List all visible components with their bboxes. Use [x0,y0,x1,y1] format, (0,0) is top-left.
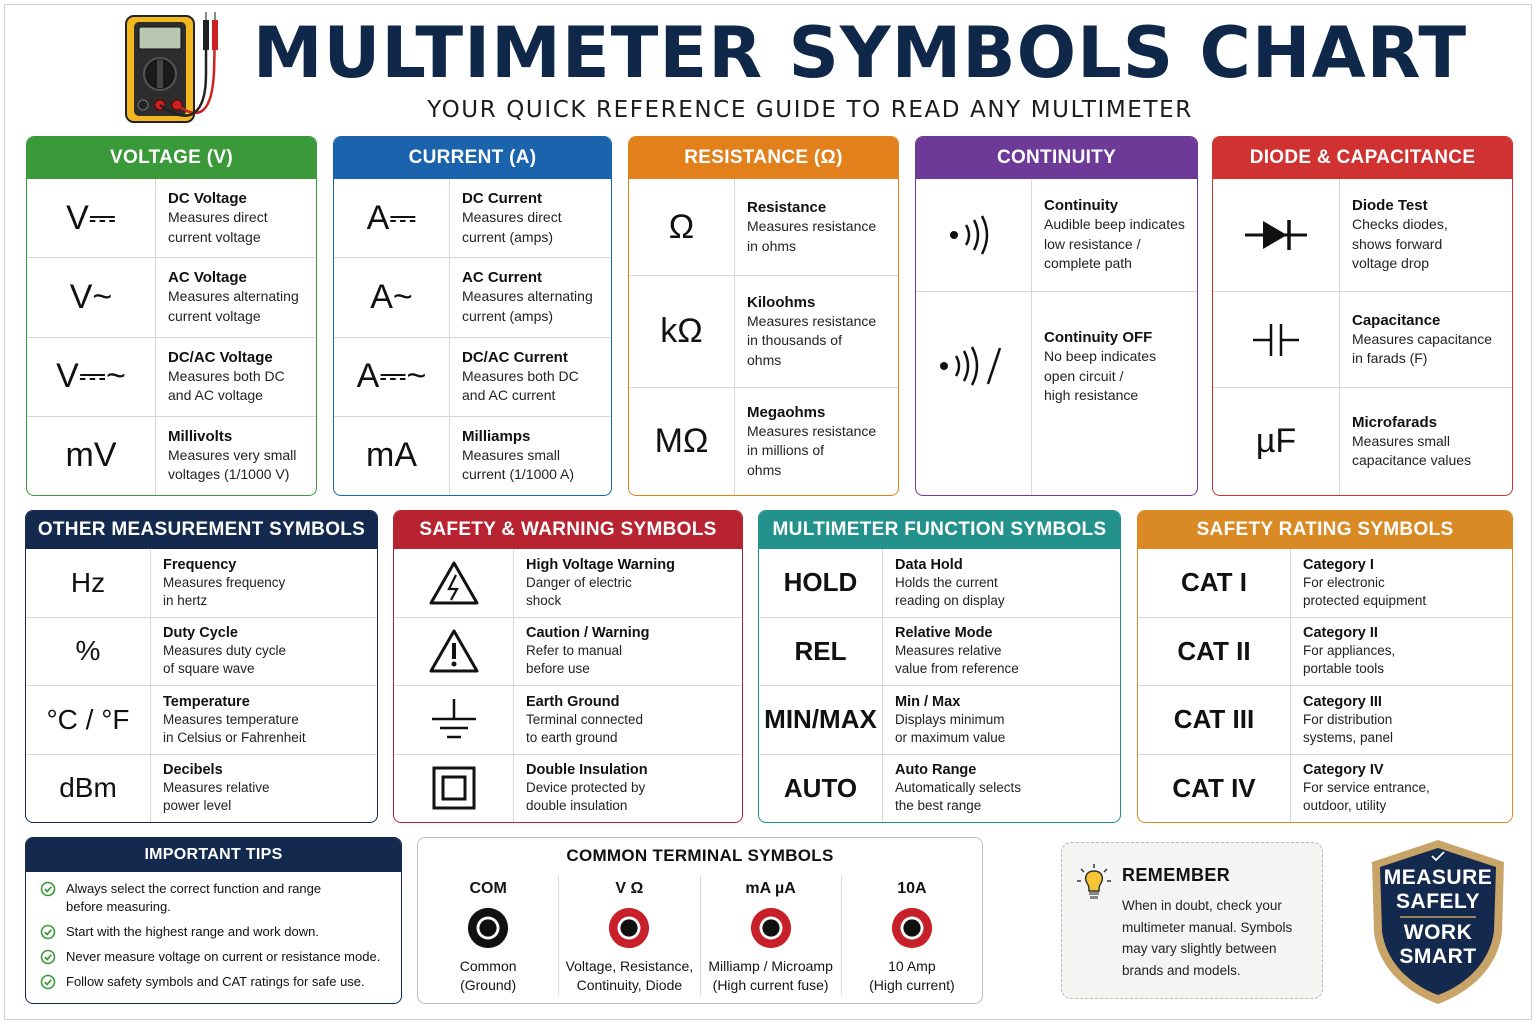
row-desc: For electronic protected equipment [1303,574,1427,608]
diode-row [1213,291,1512,387]
tip-text: Always select the correct function and range before measuring. [66,881,322,914]
current-row [334,257,611,336]
tip-item [40,923,401,941]
row-desc: Device protected by double insulation [526,780,646,814]
other-row [26,617,377,686]
row-desc: Measures relative power level [163,780,270,814]
cat-i-symbol: CAT I [1138,549,1291,617]
temperature-symbol: °C / °F [26,686,151,754]
diode-capacitance-card [1212,136,1513,496]
lightbulb-icon [1076,863,1112,903]
kiloohm-symbol: kΩ [629,276,735,387]
dc-voltage-symbol: V⎓ [27,179,156,257]
row-title: Caution / Warning [526,625,650,642]
row-title: Continuity [1044,197,1119,215]
microfarad-symbol: µF [1213,388,1340,495]
tip-text: Start with the highest range and work down. [66,924,319,939]
rating-card-title: SAFETY RATING SYMBOLS [1138,511,1512,549]
decibel-symbol: dBm [26,755,151,823]
terminal-caption: 10 Amp (High current) [869,958,955,993]
row-desc: Measures duty cycle of square wave [163,643,287,677]
row-desc: Measures very small voltages (1/1000 V) [168,446,297,483]
dc-current-symbol: A⎓ [334,179,450,257]
row-title: Millivolts [168,427,233,445]
function-card-title: MULTIMETER FUNCTION SYMBOLS [759,511,1120,549]
row-desc: For service entrance, outdoor, utility [1303,780,1430,814]
row-title: DC Voltage [168,190,247,208]
current-card-title: CURRENT (A) [334,137,611,179]
other-row [26,754,377,823]
terminal-caption: Voltage, Resistance, Continuity, Diode [565,958,694,993]
row-title: Megaohms [747,403,826,421]
row-desc: Measures direct current voltage [168,209,268,245]
voltage-row [27,257,316,336]
terminal-com [418,876,558,995]
cat-iii-symbol: CAT III [1138,686,1291,754]
function-row [759,754,1120,823]
row-desc: Measures both DC and AC voltage [168,367,285,404]
voltage-row [27,179,316,257]
safety-row [394,685,742,754]
row-desc: Measures resistance in millions of ohms [747,422,877,478]
check-icon [40,924,56,940]
auto-symbol: AUTO [759,755,883,823]
row-desc: Measures resistance in ohms [747,218,877,254]
terminal-10a [841,876,982,995]
row-title: AC Voltage [168,269,247,287]
row-title: Continuity OFF [1044,329,1153,346]
com-jack-icon [465,906,511,950]
terminal-label: 10A [897,880,927,897]
continuity-row [916,291,1197,495]
measure-safely-badge [1366,836,1510,1008]
current-row [334,416,611,495]
check-icon [40,881,56,897]
resistance-row [629,275,898,387]
row-desc: Refer to manual before use [526,643,623,677]
row-title: DC/AC Voltage [168,348,273,366]
terminal-caption: Common (Ground) [459,958,517,993]
row-desc: Measures both DC and AC current [462,367,579,404]
row-desc: Measures alternating current (amps) [462,288,593,324]
continuity-row [916,179,1197,291]
page-title: MULTIMETER SYMBOLS CHART [252,12,1468,94]
row-desc: Measures capacitance in farads (F) [1352,330,1493,366]
check-icon [40,974,56,990]
ohm-symbol: Ω [629,179,735,275]
terminal-ma-ua [700,876,841,995]
row-title: Category I [1303,556,1374,573]
tip-item [40,948,401,966]
row-title: Auto Range [895,762,977,779]
row-desc: Measures frequency in hertz [163,574,286,608]
min-max-symbol: MIN/MAX [759,686,883,754]
dc-ac-voltage-symbol: V⎓~ [27,338,156,416]
diode-row [1213,179,1512,291]
duty-cycle-symbol: % [26,618,151,686]
safety-card-title: SAFETY & WARNING SYMBOLS [394,511,742,549]
row-title: DC Current [462,190,543,208]
check-icon [40,949,56,965]
row-desc: For appliances, portable tools [1303,643,1396,677]
row-title: Temperature [163,693,250,710]
cat-ii-symbol: CAT II [1138,618,1291,686]
row-desc: Measures alternating current voltage [168,288,299,324]
row-title: Decibels [163,762,223,779]
safety-row [394,549,742,617]
millivolt-symbol: mV [27,417,156,495]
badge-line: SAFELY [1396,890,1480,913]
row-title: Diode Test [1352,197,1428,215]
row-desc: Measures small current (1/1000 A) [462,446,575,483]
safety-warning-card [393,510,743,823]
row-title: Data Hold [895,556,963,573]
diode-card-title: DIODE & CAPACITANCE [1213,137,1512,179]
cat-iv-symbol: CAT IV [1138,755,1291,823]
row-desc: Danger of electric shock [526,574,632,608]
rating-row [1138,549,1512,617]
row-desc: Audible beep indicates low resistance / complete path [1044,216,1185,272]
double-insulation-icon [431,765,477,811]
row-title: Milliamps [462,427,531,445]
row-desc: Measures relative value from reference [895,643,1019,677]
row-title: Earth Ground [526,693,620,710]
safety-rating-card [1137,510,1513,823]
row-title: High Voltage Warning [526,556,676,573]
function-row [759,549,1120,617]
continuity-card-title: CONTINUITY [916,137,1197,179]
terminal-label: mA µA [745,880,796,897]
high-voltage-warning-icon [428,560,480,606]
row-desc: Measures temperature in Celsius or Fahrenheit [163,711,306,745]
row-desc: Automatically selects the best range [895,780,1022,814]
row-desc: Measures small capacitance values [1352,432,1472,468]
resistance-card-title: RESISTANCE (Ω) [629,137,898,179]
tips-title: IMPORTANT TIPS [26,838,401,872]
capacitor-icon [1251,320,1301,360]
row-title: Microfarads [1352,413,1438,431]
row-title: AC Current [462,269,543,287]
terminal-label: COM [469,880,507,897]
row-title: Relative Mode [895,625,993,642]
row-desc: Measures direct current (amps) [462,209,562,245]
terminal-v-ohm [558,876,699,995]
continuity-beep-icon [944,213,1004,257]
row-title: Resistance [747,199,827,216]
rating-row [1138,685,1512,754]
remember-title: REMEMBER [1122,865,1231,885]
current-row [334,179,611,257]
voltage-card [26,136,317,496]
row-title: Category III [1303,693,1382,710]
continuity-off-icon [934,342,1014,390]
row-title: Kiloohms [747,293,816,311]
row-title: Min / Max [895,693,961,710]
resistance-card [628,136,899,496]
other-card-title: OTHER MEASUREMENT SYMBOLS [26,511,377,549]
terminals-title: COMMON TERMINAL SYMBOLS [566,846,834,865]
ac-voltage-symbol: V~ [27,258,156,336]
voltage-card-title: VOLTAGE (V) [27,137,316,179]
badge-line: MEASURE [1383,866,1493,889]
function-card [758,510,1121,823]
tip-text: Never measure voltage on current or resistance mode. [66,949,381,964]
common-terminals-panel [417,837,983,1004]
badge-line: SMART [1399,945,1477,968]
current-card [333,136,612,496]
resistance-row [629,179,898,275]
function-row [759,617,1120,686]
important-tips-panel [25,837,402,1004]
resistance-row [629,387,898,495]
row-desc: For distribution systems, panel [1303,711,1394,745]
caution-warning-icon [428,628,480,674]
hertz-symbol: Hz [26,549,151,617]
voltage-row [27,416,316,495]
row-desc: No beep indicates open circuit / high resistance [1044,348,1157,403]
dc-ac-current-symbol: A⎓~ [334,338,450,416]
ma-ua-jack-icon [748,906,794,950]
tip-item [40,973,401,991]
diode-row [1213,387,1512,495]
ac-current-symbol: A~ [334,258,450,336]
page-subtitle: YOUR QUICK REFERENCE GUIDE TO READ ANY MULTIMETER [427,97,1193,123]
multimeter-icon [120,12,230,130]
safety-row [394,754,742,823]
remember-body: When in doubt, check your multimeter manual. Symbols may vary slightly between brands and models. [1122,898,1293,978]
10a-jack-icon [889,906,935,950]
diode-icon [1243,215,1309,255]
rel-symbol: REL [759,618,883,686]
row-title: Duty Cycle [163,625,238,642]
row-desc: Checks diodes, shows forward voltage drop [1352,216,1448,272]
earth-ground-icon [429,697,479,743]
row-title: Category IV [1303,762,1384,779]
row-title: Category II [1303,625,1378,642]
other-row [26,549,377,617]
row-title: Double Insulation [526,762,648,779]
terminal-caption: Milliamp / Microamp (High current fuse) [708,958,833,993]
voltage-row [27,337,316,416]
megaohm-symbol: MΩ [629,388,735,495]
milliamp-symbol: mA [334,417,450,495]
row-desc: Measures resistance in thousands of ohms [747,312,877,368]
continuity-card [915,136,1198,496]
other-measurement-card [25,510,378,823]
row-title: Frequency [163,556,237,573]
hold-symbol: HOLD [759,549,883,617]
row-desc: Terminal connected to earth ground [526,711,644,745]
current-row [334,337,611,416]
rating-row [1138,617,1512,686]
tip-item [40,880,401,916]
rating-row [1138,754,1512,823]
row-title: DC/AC Current [462,348,568,366]
tip-text: Follow safety symbols and CAT ratings for safe use. [66,974,365,989]
row-title: Capacitance [1352,311,1441,329]
remember-note [1061,842,1323,999]
terminal-label: V Ω [615,880,644,897]
safety-row [394,617,742,686]
function-row [759,685,1120,754]
row-desc: Holds the current reading on display [895,574,1005,608]
badge-line: WORK [1403,921,1473,944]
v-ohm-jack-icon [606,906,652,950]
row-desc: Displays minimum or maximum value [895,711,1006,745]
other-row [26,685,377,754]
